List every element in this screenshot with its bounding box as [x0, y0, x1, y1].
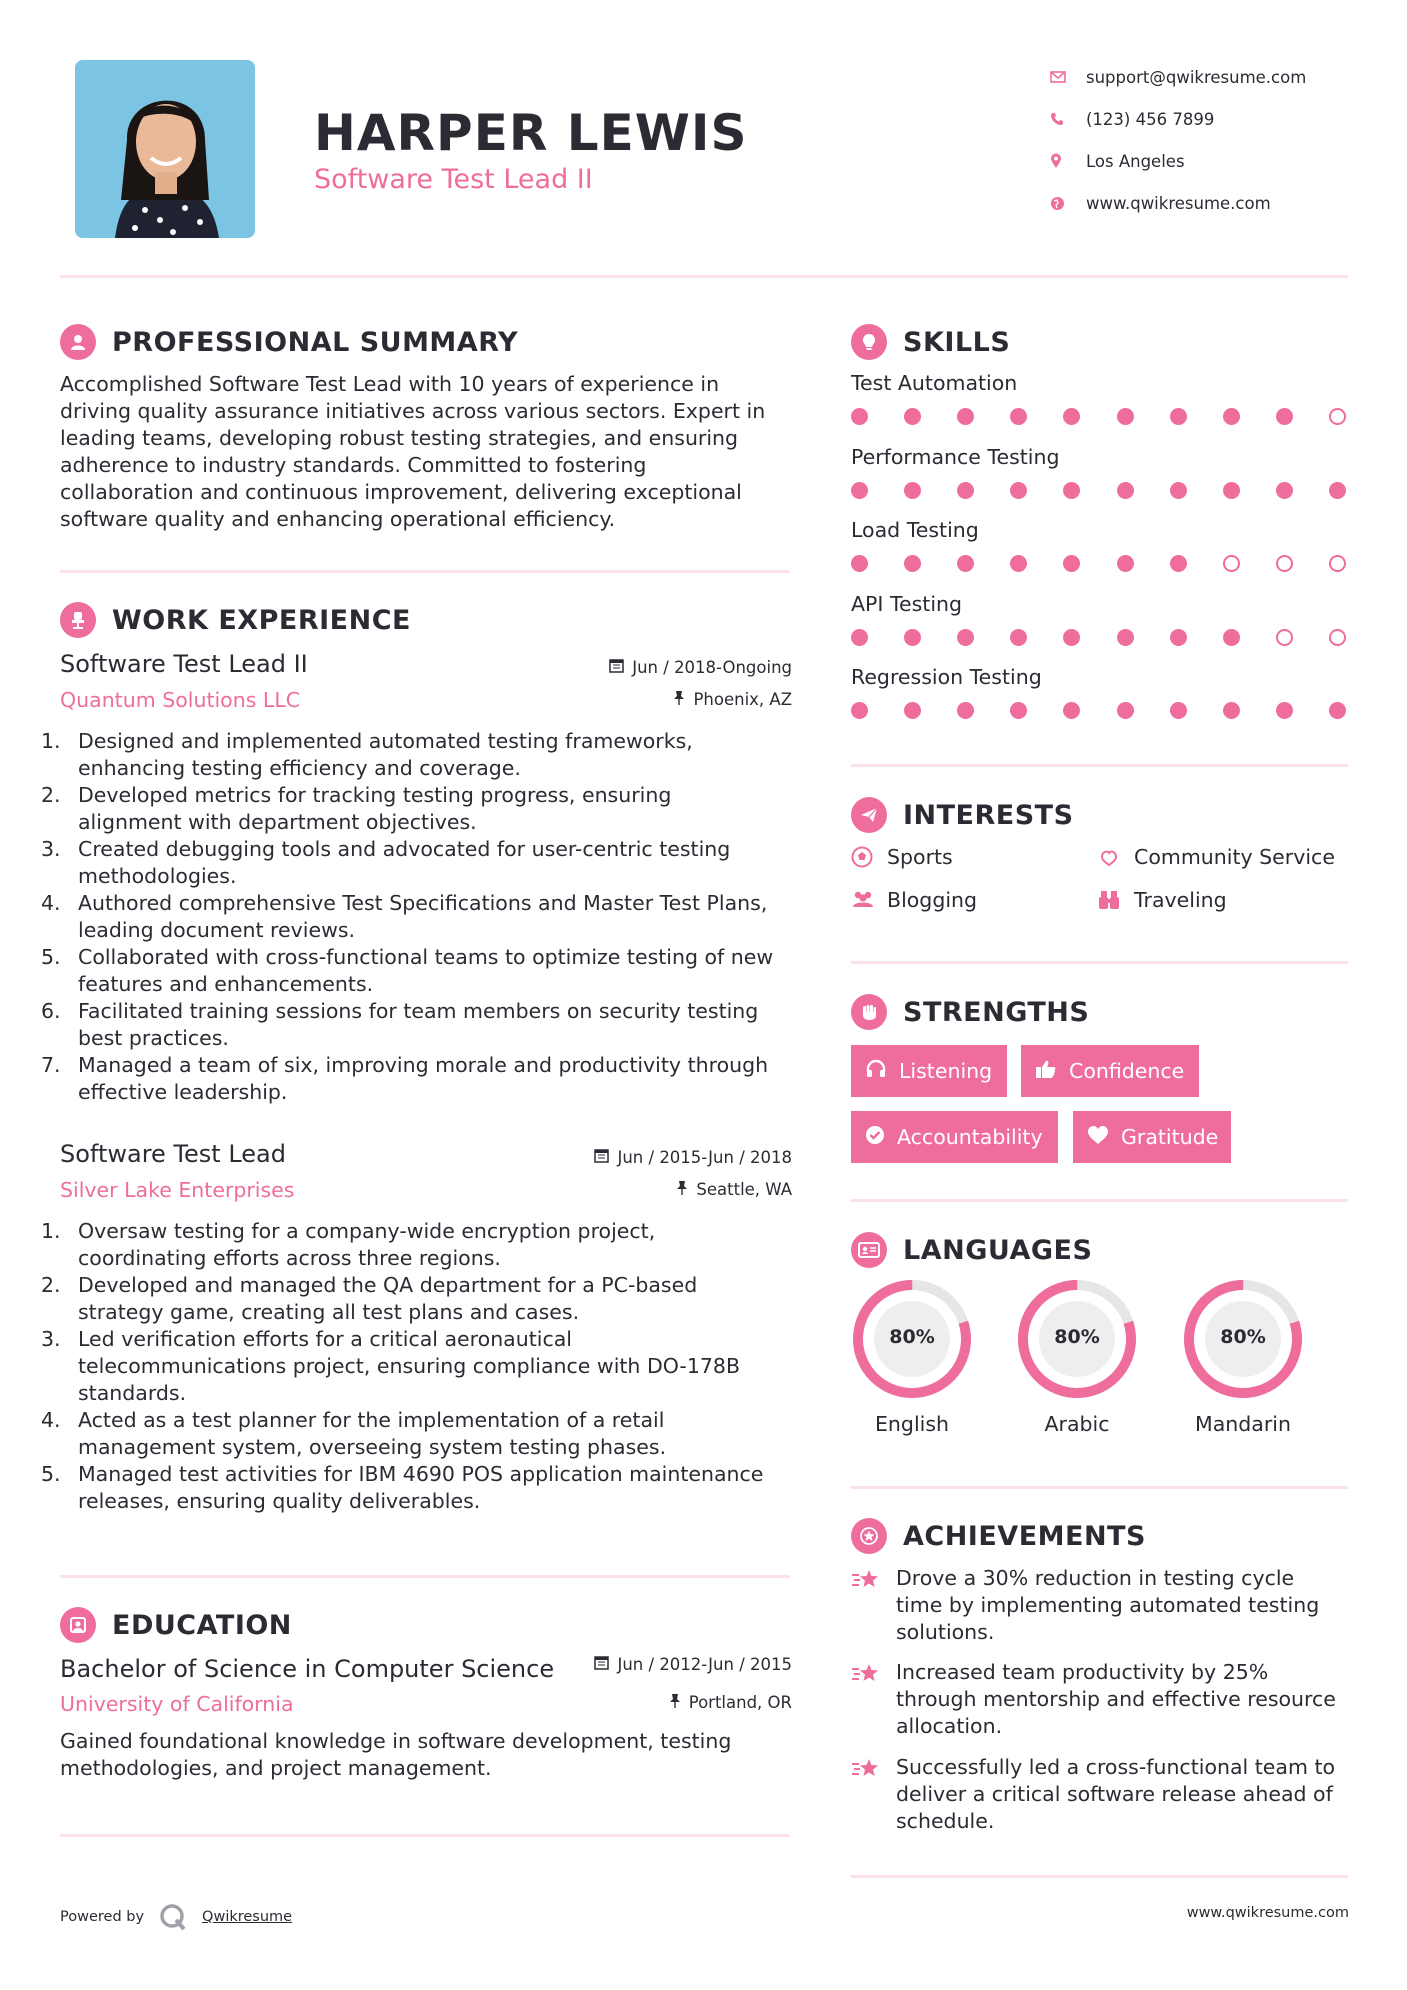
skill-level-dot — [1329, 482, 1346, 499]
interest-label: Sports — [887, 845, 953, 869]
skill-level-dot — [957, 629, 974, 646]
interests-heading-text: INTERESTS — [903, 799, 1074, 831]
pushpin-icon — [676, 1180, 688, 1199]
duty-line: telecommunications project, ensuring compliance with DO-178B — [78, 1354, 741, 1378]
job-company: Silver Lake Enterprises — [60, 1178, 295, 1202]
achievements-divider — [851, 1875, 1348, 1878]
achievement-line: schedule. — [896, 1809, 995, 1833]
summary-line: software quality and enhancing operational efficiency. — [60, 507, 616, 531]
duty-item — [41, 782, 800, 836]
summary-text — [60, 371, 800, 533]
job-dates — [594, 1148, 792, 1167]
language-percent: 80% — [1054, 1326, 1100, 1348]
heart-icon — [1087, 1125, 1109, 1150]
interest-label: Traveling — [1134, 888, 1227, 912]
strength-label: Accountability — [897, 1125, 1043, 1149]
skill-level-dot — [851, 555, 868, 572]
skill-level-dot — [1223, 408, 1240, 425]
skill-level-dot — [1063, 482, 1080, 499]
duty-number: 5. — [41, 1462, 61, 1486]
duty-line: coordinating efforts across three regions. — [78, 1246, 501, 1270]
duty-number: 4. — [41, 891, 61, 915]
achievement-line: Increased team productivity by 25% — [896, 1660, 1269, 1684]
chair-icon — [60, 602, 96, 638]
strength-label: Listening — [899, 1059, 993, 1083]
skill-name: Test Automation — [851, 371, 1018, 395]
education-dates — [594, 1655, 792, 1674]
skill-level-dot — [904, 629, 921, 646]
duty-line: features and enhancements. — [78, 972, 374, 996]
summary-heading-text: PROFESSIONAL SUMMARY — [112, 326, 519, 358]
education-location-text: Portland, OR — [688, 1693, 792, 1712]
user-icon — [60, 324, 96, 360]
pushpin-icon — [669, 1693, 681, 1712]
skill-level-dot — [851, 408, 868, 425]
interest-label: Blogging — [887, 888, 978, 912]
calendar-icon — [594, 1655, 609, 1674]
duty-line: Managed test activities for IBM 4690 POS application maintenance — [78, 1462, 764, 1486]
summary-line: Accomplished Software Test Lead with 10 years of experience in — [60, 372, 720, 396]
experience-divider — [60, 1575, 790, 1578]
strengths-heading-text: STRENGTHS — [903, 996, 1090, 1028]
languages-heading-text: LANGUAGES — [903, 1234, 1093, 1266]
duty-number: 2. — [41, 1273, 61, 1297]
summary-divider — [60, 570, 790, 573]
shooting-star-icon — [851, 1567, 881, 1597]
duty-number: 3. — [41, 1327, 61, 1351]
skills-heading-text: SKILLS — [903, 326, 1011, 358]
duty-item — [41, 1461, 800, 1515]
education-heading-text: EDUCATION — [112, 1609, 292, 1641]
users-icon — [851, 889, 887, 911]
duty-number: 5. — [41, 945, 61, 969]
duty-item — [41, 1272, 800, 1326]
skill-level-dot — [1329, 702, 1346, 719]
skill-level-dot — [1170, 702, 1187, 719]
contact-location — [1050, 140, 1390, 182]
achievement-line: solutions. — [896, 1620, 995, 1644]
lightbulb-icon — [851, 324, 887, 360]
achievement-line: through mentorship and effective resource — [896, 1687, 1336, 1711]
skill-level-dot — [851, 482, 868, 499]
skill-level-dot — [904, 408, 921, 425]
fist-icon — [851, 994, 887, 1030]
skill-level-dot — [904, 555, 921, 572]
job-company: Quantum Solutions LLC — [60, 688, 301, 712]
duty-number: 3. — [41, 837, 61, 861]
skill-level-dot — [1276, 629, 1293, 646]
skill-level-dot — [1063, 702, 1080, 719]
education-line: methodologies, and project management. — [60, 1756, 492, 1780]
check-circle-icon — [865, 1125, 885, 1150]
skill-level-dot — [904, 482, 921, 499]
duty-item — [41, 1218, 800, 1272]
job-location — [673, 690, 792, 709]
skill-level-dot — [957, 702, 974, 719]
duty-item — [41, 998, 800, 1052]
summary-line: collaboration and continuous improvement, delivering exceptional — [60, 480, 742, 504]
skill-level-dot — [1276, 702, 1293, 719]
skill-level-dot — [851, 702, 868, 719]
profile-photo — [75, 60, 255, 238]
education-location — [669, 1693, 792, 1712]
contact-phone-text: (123) 456 7899 — [1086, 109, 1215, 129]
achievement-line: deliver a critical software release ahead of — [896, 1782, 1333, 1806]
qwikresume-logo-icon — [158, 1902, 188, 1932]
binoculars-icon — [1098, 889, 1134, 911]
duty-item — [41, 1326, 800, 1407]
header-divider — [60, 275, 1348, 278]
skill-level-dot — [1276, 408, 1293, 425]
skill-level-dot — [1010, 702, 1027, 719]
duty-item — [41, 944, 800, 998]
contact-email-text: support@qwikresume.com — [1086, 67, 1307, 87]
job-location-text: Seattle, WA — [696, 1180, 792, 1199]
skill-level-dot — [1329, 408, 1346, 425]
language-name: Arabic — [1044, 1412, 1110, 1436]
job-dates-text: Jun / 2018-Ongoing — [632, 658, 792, 677]
duty-line: leading document reviews. — [78, 918, 356, 942]
contact-phone[interactable] — [1050, 98, 1390, 140]
achievement-line: time by implementing automated testing — [896, 1593, 1320, 1617]
duty-line: releases, ensuring quality deliverables. — [78, 1489, 481, 1513]
interest-item — [851, 845, 953, 869]
duty-number: 1. — [41, 729, 61, 753]
duty-line: Led verification efforts for a critical aeronautical — [78, 1327, 573, 1351]
interest-item — [851, 888, 977, 912]
id-card-icon — [851, 1232, 887, 1268]
skill-name: Regression Testing — [851, 665, 1042, 689]
strength-chip — [1021, 1045, 1199, 1097]
achievement-line: Drove a 30% reduction in testing cycle — [896, 1566, 1295, 1590]
skill-level-dot — [1117, 482, 1134, 499]
interest-item — [1098, 888, 1227, 912]
duty-line: Collaborated with cross-functional teams to optimize testing of new — [78, 945, 774, 969]
job-dates-text: Jun / 2015-Jun / 2018 — [617, 1148, 792, 1167]
strength-chip — [851, 1045, 1007, 1097]
strength-label: Confidence — [1069, 1059, 1185, 1083]
paper-plane-icon — [851, 797, 887, 833]
languages-divider — [851, 1486, 1348, 1489]
language-name: English — [874, 1412, 950, 1436]
skill-level-dot — [851, 629, 868, 646]
skill-level-dot — [1170, 408, 1187, 425]
interests-divider — [851, 961, 1348, 964]
star-badge-icon — [851, 1518, 887, 1554]
skill-level-dot — [1010, 555, 1027, 572]
skill-level-dot — [1063, 555, 1080, 572]
duty-line: Developed metrics for tracking testing progress, ensuring — [78, 783, 672, 807]
skill-level-dot — [1329, 555, 1346, 572]
achievement-text — [896, 1565, 1356, 1646]
job-duties-list — [41, 728, 800, 1106]
skill-level-dot — [1117, 555, 1134, 572]
experience-heading — [60, 602, 411, 638]
skill-level-dot — [1063, 408, 1080, 425]
contact-website[interactable] — [1050, 182, 1390, 224]
duty-line: Developed and managed the QA department for a PC-based — [78, 1273, 698, 1297]
achievement-line: Successfully led a cross-functional team to — [896, 1755, 1336, 1779]
strength-chip — [1073, 1111, 1231, 1163]
pushpin-icon — [673, 690, 685, 709]
duty-number: 7. — [41, 1053, 61, 1077]
achievement-text — [896, 1659, 1356, 1740]
education-line: Gained foundational knowledge in software development, testing — [60, 1729, 732, 1753]
skill-level-dot — [1010, 629, 1027, 646]
globe-icon — [1050, 196, 1086, 211]
skill-level-dot — [1276, 482, 1293, 499]
skill-level-dot — [904, 702, 921, 719]
calendar-icon — [594, 1148, 609, 1167]
duty-line: strategy game, creating all test plans and cases. — [78, 1300, 580, 1324]
envelope-icon — [1050, 71, 1086, 83]
duty-item — [41, 1407, 800, 1461]
duty-number: 4. — [41, 1408, 61, 1432]
skill-level-dot — [1063, 629, 1080, 646]
duty-number: 6. — [41, 999, 61, 1023]
skill-level-dot — [1117, 702, 1134, 719]
degree: Bachelor of Science in Computer Science — [60, 1655, 555, 1683]
duty-line: Oversaw testing for a company-wide encryption project, — [78, 1219, 656, 1243]
duty-line: methodologies. — [78, 864, 237, 888]
duty-line: standards. — [78, 1381, 187, 1405]
strength-chip — [851, 1111, 1058, 1163]
achievement-text — [896, 1754, 1356, 1835]
job-duties-list — [41, 1218, 800, 1515]
duty-number: 2. — [41, 783, 61, 807]
education-heading — [60, 1607, 292, 1643]
strengths-heading — [851, 994, 1089, 1030]
interest-item — [1098, 845, 1335, 869]
duty-line: Facilitated training sessions for team members on security testing — [78, 999, 759, 1023]
achievement-line: allocation. — [896, 1714, 1003, 1738]
duty-item — [41, 728, 800, 782]
skill-level-dot — [1170, 482, 1187, 499]
skill-level-dot — [1117, 629, 1134, 646]
skill-level-dot — [1329, 629, 1346, 646]
job-location — [676, 1180, 792, 1199]
job-role: Software Test Lead — [60, 1140, 286, 1168]
shooting-star-icon — [851, 1661, 881, 1691]
footer-powered-by — [60, 1902, 292, 1932]
skill-name: API Testing — [851, 591, 963, 616]
skill-level-dot — [1223, 555, 1240, 572]
duty-line: management system, overseeing system testing phases. — [78, 1435, 667, 1459]
skills-divider — [851, 764, 1348, 767]
languages-heading — [851, 1232, 1092, 1268]
footer-url[interactable]: www.qwikresume.com — [1186, 1905, 1349, 1921]
interests-heading — [851, 797, 1074, 833]
skill-level-dot — [1223, 702, 1240, 719]
duty-item — [41, 836, 800, 890]
thumbs-up-icon — [1035, 1059, 1057, 1084]
language-name: Mandarin — [1195, 1412, 1291, 1436]
skill-level-dot — [1276, 555, 1293, 572]
duty-line: best practices. — [78, 1026, 229, 1050]
skill-level-dot — [1170, 629, 1187, 646]
duty-line: Authored comprehensive Test Specifications and Master Test Plans, — [78, 891, 768, 915]
interest-label: Community Service — [1134, 845, 1335, 869]
education-divider — [60, 1834, 790, 1837]
contact-website-text: www.qwikresume.com — [1086, 193, 1271, 213]
skill-level-dot — [1223, 482, 1240, 499]
job-dates — [609, 658, 792, 677]
powered-by-text: Powered by — [60, 1909, 145, 1925]
duty-line: alignment with department objectives. — [78, 810, 477, 834]
skills-heading — [851, 324, 1010, 360]
summary-line: adherence to industry standards. Committed to fostering — [60, 453, 647, 477]
duty-line: Acted as a test planner for the implementation of a retail — [78, 1408, 665, 1432]
calendar-icon — [609, 658, 624, 677]
achievements-heading-text: ACHIEVEMENTS — [903, 1520, 1146, 1552]
duty-line: effective leadership. — [78, 1080, 288, 1104]
candidate-title: Software Test Lead II — [314, 164, 593, 195]
duty-line: Designed and implemented automated testing frameworks, — [78, 729, 693, 753]
shooting-star-icon — [851, 1756, 881, 1786]
graduate-icon — [60, 1607, 96, 1643]
achievements-heading — [851, 1518, 1146, 1554]
experience-heading-text: WORK EXPERIENCE — [112, 604, 411, 636]
strengths-divider — [851, 1199, 1348, 1202]
summary-line: leading teams, developing robust testing strategies, and ensuring — [60, 426, 739, 450]
skill-level-dot — [957, 482, 974, 499]
contact-list — [1050, 56, 1390, 224]
job-role: Software Test Lead II — [60, 650, 308, 678]
duty-line: Created debugging tools and advocated for user-centric testing — [78, 837, 731, 861]
duty-line: Managed a team of six, improving morale and productivity through — [78, 1053, 769, 1077]
school: University of California — [60, 1692, 294, 1716]
duty-number: 1. — [41, 1219, 61, 1243]
skill-level-dot — [957, 555, 974, 572]
skill-name: Load Testing — [851, 518, 979, 542]
brand-link[interactable]: Qwikresume — [202, 1909, 293, 1925]
job-location-text: Phoenix, AZ — [693, 690, 792, 709]
skill-level-dot — [957, 408, 974, 425]
education-dates-text: Jun / 2012-Jun / 2015 — [617, 1655, 792, 1674]
soccer-ball-icon — [851, 846, 887, 868]
education-description — [60, 1728, 800, 1782]
strength-label: Gratitude — [1121, 1125, 1219, 1149]
skill-level-dot — [1010, 482, 1027, 499]
duty-item — [41, 890, 800, 944]
phone-icon — [1050, 112, 1086, 126]
skill-level-dot — [1010, 408, 1027, 425]
duty-item — [41, 1052, 800, 1106]
contact-location-text: Los Angeles — [1086, 151, 1185, 171]
hand-heart-icon — [1098, 846, 1134, 868]
skill-name: Performance Testing — [851, 444, 1060, 469]
skill-level-dot — [1223, 629, 1240, 646]
headphones-icon — [865, 1059, 887, 1084]
summary-heading — [60, 324, 518, 360]
skill-level-dot — [1170, 555, 1187, 572]
map-pin-icon — [1050, 153, 1086, 169]
skill-level-dot — [1117, 408, 1134, 425]
language-percent: 80% — [889, 1326, 935, 1348]
duty-line: enhancing testing efficiency and coverage. — [78, 756, 521, 780]
contact-email[interactable] — [1050, 56, 1390, 98]
language-percent: 80% — [1220, 1326, 1266, 1348]
candidate-name: HARPER LEWIS — [314, 104, 748, 162]
summary-line: driving quality assurance initiatives across various sectors. Expert in — [60, 399, 766, 423]
